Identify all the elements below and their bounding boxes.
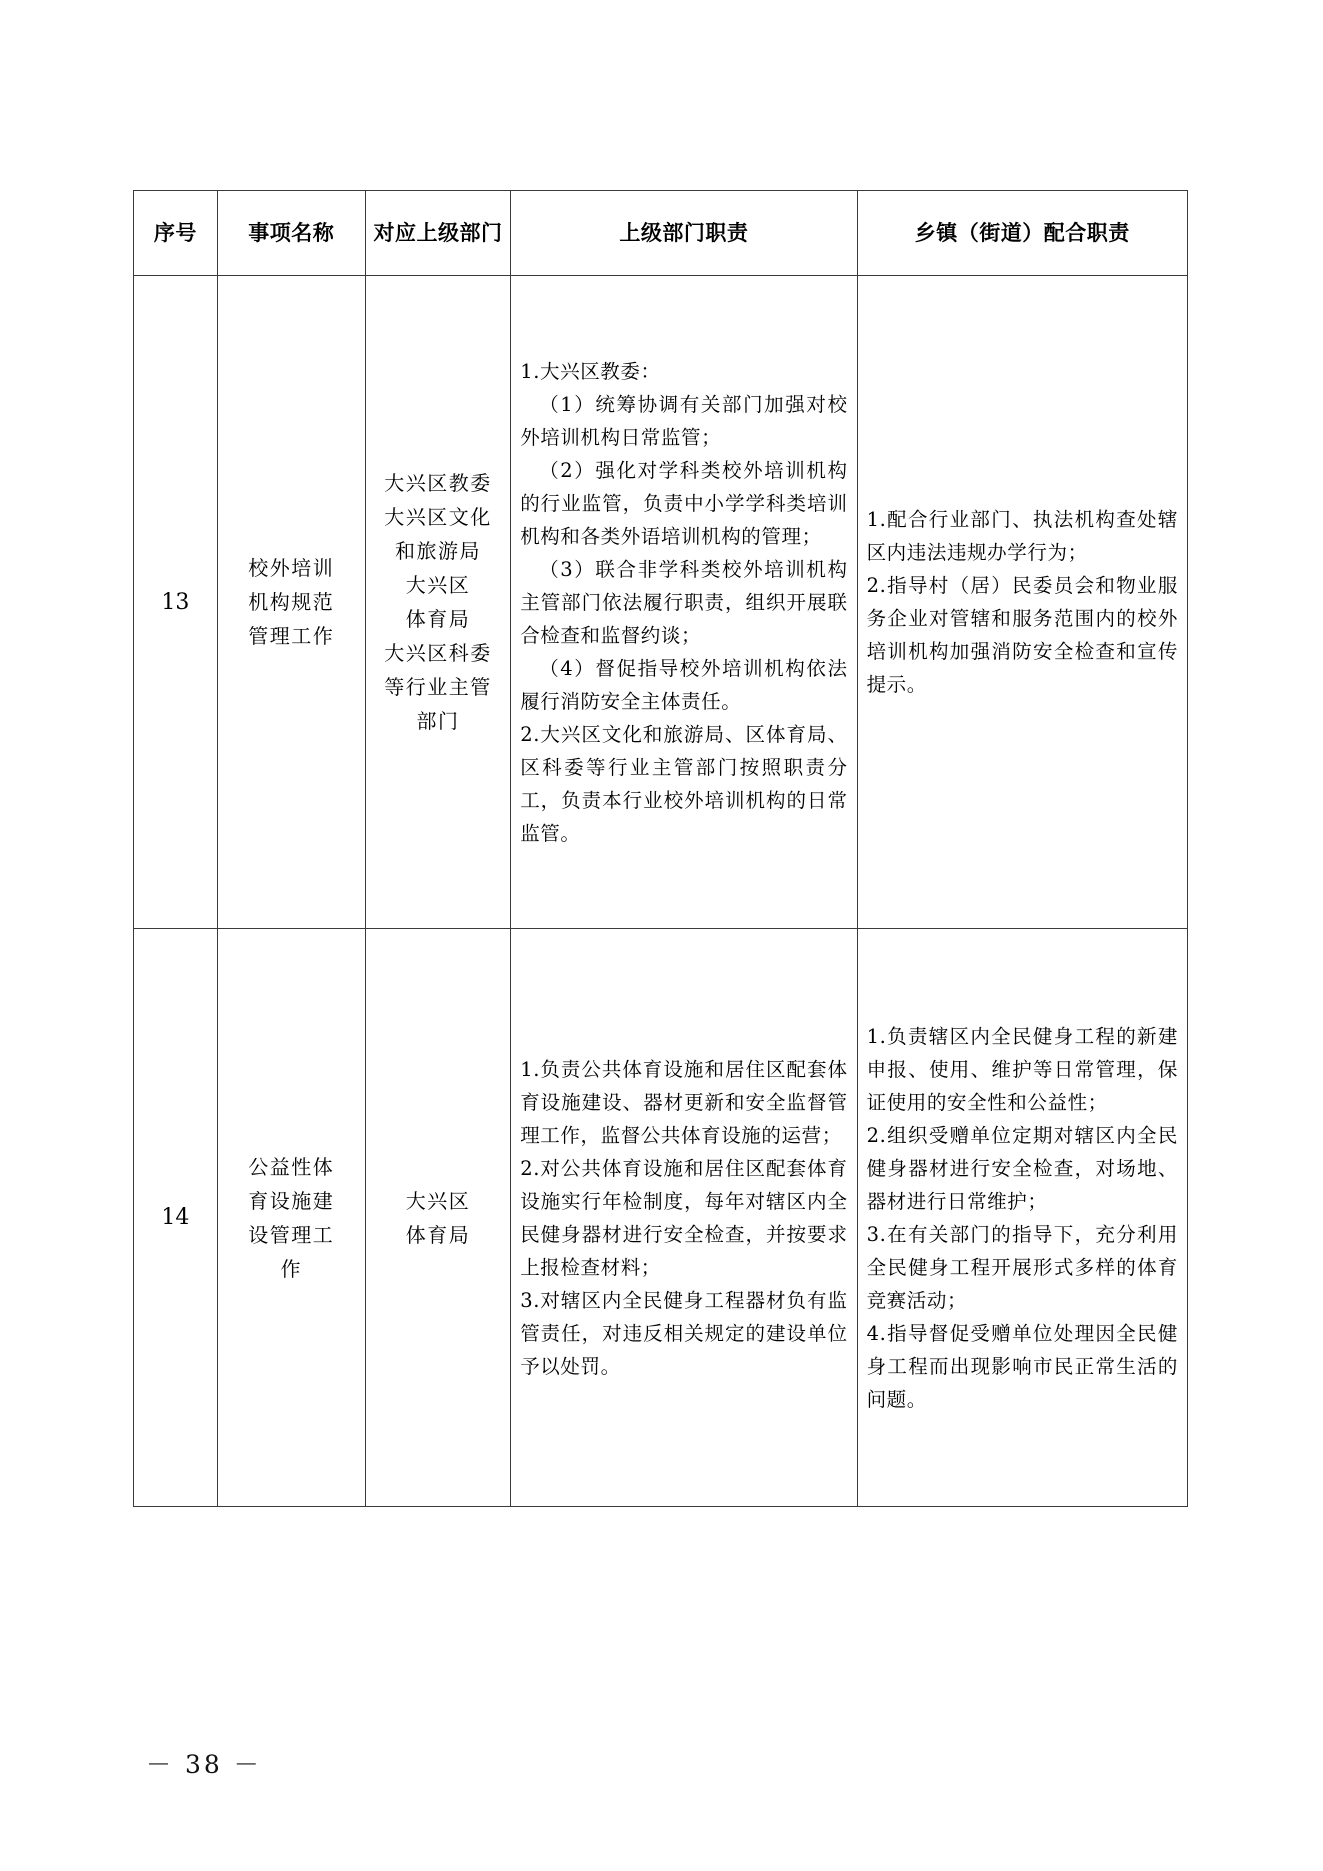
- department-lines: [366, 466, 510, 738]
- duty-paragraph: 1.大兴区教委：: [520, 359, 661, 383]
- coop-paragraph: 2.组织受赠单位定期对辖区内全民健身器材进行安全检查，对场地、器材进行日常维护；: [866, 1123, 1178, 1213]
- coop-paragraph: 1.负责辖区内全民健身工程的新建申报、使用、维护等日常管理，保证使用的安全性和公益性；: [866, 1024, 1178, 1114]
- item-name-line: 管理工作: [248, 624, 335, 648]
- duty-paragraph: 1.负责公共体育设施和居住区配套体育设施建设、器材更新和安全监督管理工作，监督公共体育设施的运营；: [520, 1057, 848, 1147]
- duty-paragraph: （4）督促指导校外培训机构依法履行消防安全主体责任。: [520, 656, 848, 713]
- department-line: 大兴区科委: [384, 641, 492, 665]
- duty-paragraph: 2.大兴区文化和旅游局、区体育局、区科委等行业主管部门按照职责分工，负责本行业校外培训机构的日常监管。: [520, 722, 848, 845]
- coop-paragraph: 2.指导村（居）民委员会和物业服务企业对管辖和服务范围内的校外培训机构加强消防安全检查和宣传提示。: [866, 574, 1178, 696]
- department-line: 部门: [416, 709, 460, 733]
- cell-sequence: 13: [134, 276, 218, 929]
- coop-paragraph: 3.在有关部门的指导下，充分利用全民健身工程开展形式多样的体育竞赛活动；: [866, 1222, 1178, 1312]
- cell-superior-duty: [511, 929, 857, 1507]
- department-line: 大兴区: [405, 573, 471, 597]
- column-header-sequence: 序号: [134, 191, 218, 276]
- item-name-lines: [218, 551, 365, 653]
- page-number: － 38 －: [146, 1750, 262, 1779]
- item-name-line: 公益性体: [248, 1154, 335, 1179]
- column-header-superior-duty: 上级部门职责: [511, 191, 857, 276]
- cell-superior-department: [365, 929, 510, 1507]
- cell-item-name: [217, 929, 365, 1507]
- department-lines: [366, 1184, 510, 1252]
- department-line: 大兴区: [405, 1188, 471, 1213]
- coop-paragraph: 4.指导督促受赠单位处理因全民健身工程而出现影响市民正常生活的问题。: [866, 1321, 1178, 1411]
- department-line: 大兴区教委: [384, 471, 492, 495]
- item-name-line: 机构规范: [248, 590, 335, 614]
- column-header-superior-department: 对应上级部门: [365, 191, 510, 276]
- duty-paragraph: （3）联合非学科类校外培训机构主管部门依法履行职责，组织开展联合检查和监督约谈；: [520, 557, 848, 647]
- department-line: 和旅游局: [394, 539, 481, 563]
- item-name-lines: [218, 1150, 365, 1286]
- cell-item-name: [217, 276, 365, 929]
- column-header-item-name: 事项名称: [217, 191, 365, 276]
- duty-paragraph: 3.对辖区内全民健身工程器材负有监管责任，对违反相关规定的建设单位予以处罚。: [520, 1288, 848, 1378]
- cell-superior-department: [365, 276, 510, 929]
- duty-paragraph: （1）统筹协调有关部门加强对校外培训机构日常监管；: [520, 392, 848, 449]
- duty-paragraph: 2.对公共体育设施和居住区配套体育设施实行年检制度，每年对辖区内全民健身器材进行安全检查，并按要求上报检查材料；: [520, 1156, 848, 1279]
- coop-paragraph: 1.配合行业部门、执法机构查处辖区内违法违规办学行为；: [866, 508, 1178, 564]
- table-header-row: [134, 191, 1188, 276]
- item-name-line: 校外培训: [248, 556, 335, 580]
- duty-paragraph: （2）强化对学科类校外培训机构的行业监管，负责中小学学科类培训机构和各类外语培训机构的管理；: [520, 458, 848, 548]
- department-line: 等行业主管: [384, 675, 492, 699]
- department-line: 体育局: [405, 1222, 471, 1247]
- column-header-township-duty: 乡镇（街道）配合职责: [857, 191, 1187, 276]
- responsibility-table: [133, 190, 1188, 1507]
- item-name-line: 育设施建: [248, 1188, 335, 1213]
- item-name-line: 作: [280, 1256, 303, 1281]
- cell-township-duty: [857, 929, 1187, 1507]
- table-row: [134, 276, 1188, 929]
- cell-sequence: 14: [134, 929, 218, 1507]
- department-line: 大兴区文化: [384, 505, 492, 529]
- department-line: 体育局: [405, 607, 471, 631]
- cell-superior-duty: [511, 276, 857, 929]
- table-row: [134, 929, 1188, 1507]
- cell-township-duty: [857, 276, 1187, 929]
- item-name-line: 设管理工: [248, 1222, 335, 1247]
